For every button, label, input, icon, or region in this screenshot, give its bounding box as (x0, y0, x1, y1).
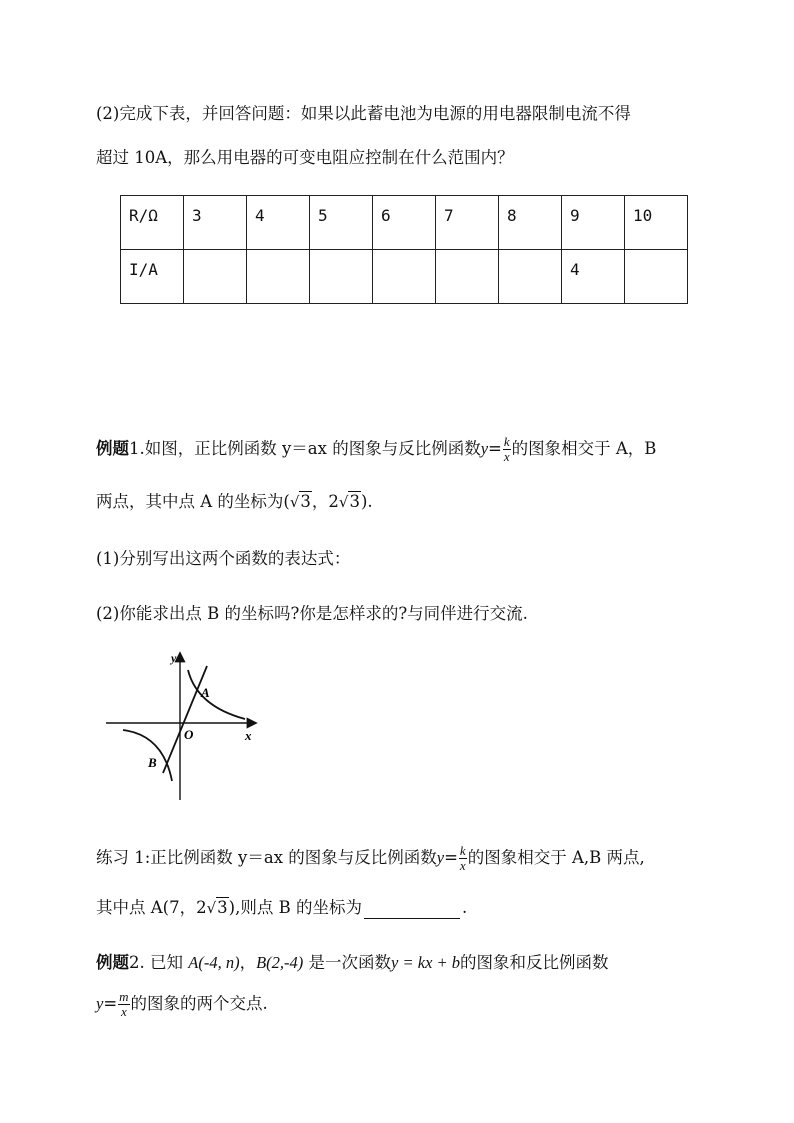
r-cell: 4 (247, 196, 310, 250)
example-2-line-1 (96, 952, 609, 974)
x-axis-label: x (245, 728, 252, 743)
i-cell (625, 250, 688, 304)
fraction-denominator: x (459, 858, 466, 873)
answer-blank[interactable] (364, 902, 460, 919)
example-1-text-a: 1.如图，正比例函数 y＝ax 的图象与反比例函数 (129, 439, 481, 458)
example-1-text-2c: ). (360, 492, 373, 511)
fraction-numerator: m (119, 989, 129, 1004)
sqrt-3: √3 (206, 898, 228, 917)
fraction-equals: = (488, 439, 502, 458)
i-cell: 4 (562, 250, 625, 304)
point-a-label: A (201, 685, 210, 700)
r-cell: 10 (625, 196, 688, 250)
i-cell (499, 250, 562, 304)
practice-1-text-2c: . (461, 898, 468, 917)
sqrt-3: √3 (338, 492, 360, 511)
fraction-lhs-y: y (436, 848, 445, 867)
fraction-denominator: x (120, 1004, 127, 1019)
r-cell: 3 (184, 196, 247, 250)
i-cell (310, 250, 373, 304)
example-2-line-2 (96, 990, 268, 1019)
linear-equation: y = kx + b (391, 953, 461, 972)
i-cell (247, 250, 310, 304)
row-label-r: R/Ω (121, 196, 184, 250)
row-label-i: I/A (121, 250, 184, 304)
point-b-label: B (148, 755, 157, 770)
practice-1-text-2a: 其中点 A(7，2 (96, 898, 207, 917)
example-1-text-2b: ，2 (311, 492, 339, 511)
comma: ， (239, 953, 257, 972)
origin-label: O (184, 727, 194, 742)
r-cell: 5 (310, 196, 373, 250)
example-2-text-a: 2. 已知 (129, 953, 183, 972)
i-cell (436, 250, 499, 304)
sqrt-3: √3 (289, 492, 311, 511)
example-2-text-c: 的图象和反比例函数 (460, 953, 609, 972)
example-2-text-2: 的图象的两个交点. (130, 994, 268, 1013)
example-2-text-b: 是一次函数 (308, 953, 392, 972)
fraction-lhs-y: y (480, 439, 489, 458)
r-cell: 8 (499, 196, 562, 250)
fraction-k-over-x (503, 435, 511, 464)
practice-1-line-2 (96, 897, 467, 919)
table-row-current (121, 250, 688, 304)
fraction-m-over-x (118, 990, 129, 1019)
fraction-denominator: x (503, 449, 510, 464)
example-1-line-1 (96, 435, 656, 464)
r-cell: 9 (562, 196, 625, 250)
practice-1-text-a: 练习 1:正比例函数 y＝ax 的图象与反比例函数 (96, 848, 437, 867)
fraction-k-over-x (459, 844, 467, 873)
i-cell (184, 250, 247, 304)
r-cell: 6 (373, 196, 436, 250)
fraction-equals: = (103, 994, 118, 1013)
fraction-numerator: k (503, 434, 510, 449)
fraction-numerator: k (459, 843, 466, 858)
y-axis-label: y (171, 651, 177, 665)
example-1-text-b: 的图象相交于 A，B (511, 439, 657, 458)
point-b: B(2,-4) (256, 953, 304, 972)
example-1-part-2: (2)你能求出点 B 的坐标吗?你是怎样求的?与同伴进行交流. (96, 604, 528, 623)
fraction-lhs-y: y (96, 994, 104, 1013)
hyperbola-branch-1 (188, 670, 245, 719)
practice-1-text-b: 的图象相交于 A,B 两点, (467, 848, 645, 867)
i-cell (373, 250, 436, 304)
example-2-label: 例题 (96, 953, 129, 972)
resistance-current-table (120, 195, 688, 304)
question-2-line-1: (2)完成下表，并回答问题：如果以此蓄电池为电源的用电器限制电流不得 (96, 104, 631, 123)
example-1-part-1: (1)分别写出这两个函数的表达式： (96, 549, 351, 568)
practice-1-text-2b: ),则点 B 的坐标为 (228, 898, 362, 917)
r-cell: 7 (436, 196, 499, 250)
table-row-resistance (121, 196, 688, 250)
practice-1-line-1 (96, 844, 645, 873)
question-2-line-2: 超过 10A，那么用电器的可变电阻应控制在什么范围内？ (96, 148, 514, 167)
example-1-label: 例题 (96, 439, 129, 458)
fraction-equals: = (444, 848, 458, 867)
example-1-text-2a: 两点，其中点 A 的坐标为( (96, 492, 290, 511)
point-a: A(-4, n) (188, 953, 240, 972)
proportional-line (163, 666, 207, 773)
function-graph-figure (100, 648, 270, 803)
example-1-line-2 (96, 491, 373, 513)
